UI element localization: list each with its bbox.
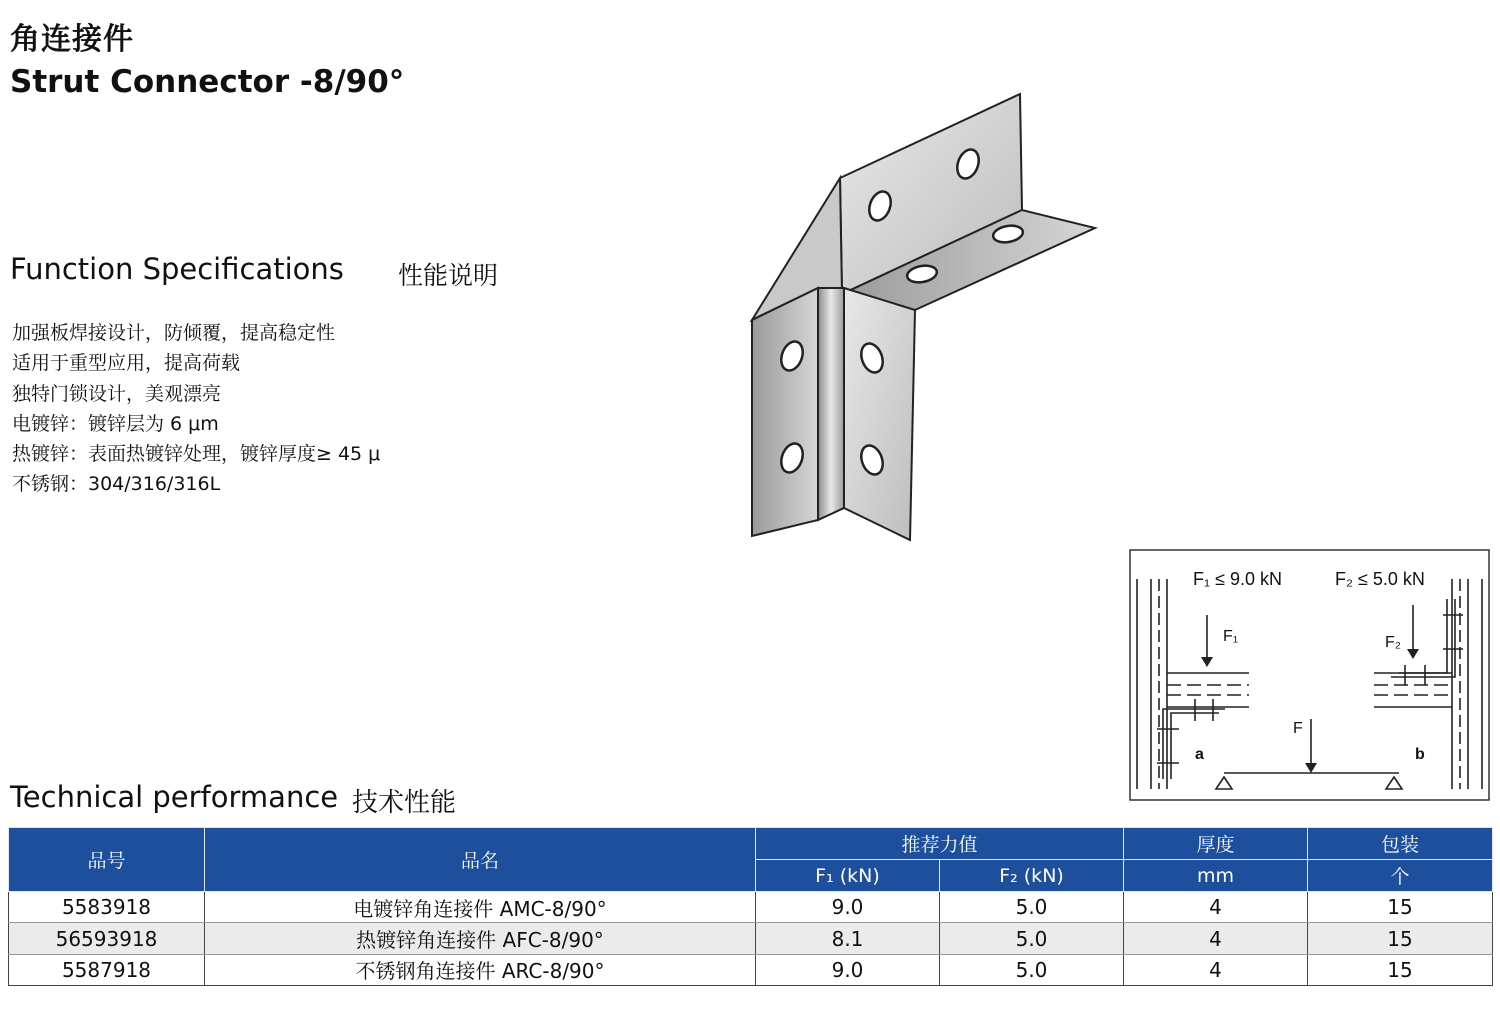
connector-illustration (740, 88, 1110, 548)
header-code: 品号 (9, 828, 205, 892)
header-f1: F₁ (kN) (756, 860, 940, 892)
cell-package: 15 (1308, 954, 1493, 985)
cell-name: 不锈钢角连接件 ARC-8/90° (205, 954, 756, 985)
load-diagram (1129, 549, 1490, 801)
technical-heading-cn: 技术性能 (352, 788, 457, 818)
table-row (9, 954, 1493, 985)
spec-item: 适用于重型应用，提高荷载 (12, 352, 241, 375)
f-arrow-label: F (1293, 720, 1303, 737)
header-package: 包装 (1308, 828, 1493, 860)
case-a-label: a (1195, 746, 1204, 763)
f1-limit-label: F₁ ≤ 9.0 kN (1193, 569, 1282, 589)
cell-f1: 8.1 (756, 923, 940, 954)
cell-code: 56593918 (9, 923, 205, 954)
diagram-frame (1130, 550, 1489, 800)
cell-package: 15 (1308, 923, 1493, 954)
cell-package: 15 (1308, 892, 1493, 923)
header-f2: F₂ (kN) (940, 860, 1124, 892)
header-recommended-force: 推荐力值 (756, 828, 1124, 860)
header-name: 品名 (205, 828, 756, 892)
spec-item: 独特门锁设计，美观漂亮 (12, 382, 222, 405)
vertical-plate-right (844, 288, 915, 540)
cell-code: 5583918 (9, 892, 205, 923)
cell-thickness: 4 (1124, 923, 1308, 954)
spec-item: 加强板焊接设计，防倾覆，提高稳定性 (12, 322, 336, 344)
f2-arrow-label: F₂ (1385, 634, 1401, 651)
cell-f1: 9.0 (756, 954, 940, 985)
cell-f2: 5.0 (940, 892, 1124, 923)
cell-f2: 5.0 (940, 923, 1124, 954)
corner-fold (818, 288, 844, 520)
cell-f2: 5.0 (940, 954, 1124, 985)
table-row (9, 892, 1493, 923)
technical-table (8, 827, 1493, 986)
cell-name: 电镀锌角连接件 AMC-8/90° (205, 892, 756, 923)
function-heading-cn: 性能说明 (398, 261, 499, 290)
cell-code: 5587918 (9, 954, 205, 985)
specification-list (12, 318, 380, 500)
page-title-en: Strut Connector -8/90° (10, 64, 405, 100)
function-heading-en: Function Specifications (10, 252, 344, 286)
case-b-label: b (1415, 746, 1425, 763)
spec-item: 不锈钢：304/316/316L (12, 473, 221, 496)
table-row (9, 923, 1493, 954)
cell-thickness: 4 (1124, 892, 1308, 923)
cell-thickness: 4 (1124, 954, 1308, 985)
technical-heading-en: Technical performance (10, 780, 339, 814)
f1-arrow-label: F₁ (1223, 628, 1239, 645)
vertical-plate-left (752, 288, 818, 536)
header-thickness: 厚度 (1124, 828, 1308, 860)
spec-item: 电镀锌：镀锌层为 6 μm (12, 412, 219, 435)
f2-limit-label: F₂ ≤ 5.0 kN (1335, 569, 1425, 589)
spec-item: 热镀锌：表面热镀锌处理，镀锌厚度≥ 45 μ (12, 443, 381, 466)
cell-f1: 9.0 (756, 892, 940, 923)
cell-name: 热镀锌角连接件 AFC-8/90° (205, 923, 756, 954)
header-package-unit: 个 (1308, 860, 1493, 892)
page-title-cn: 角连接件 (10, 22, 134, 57)
header-thickness-unit: mm (1124, 860, 1308, 892)
